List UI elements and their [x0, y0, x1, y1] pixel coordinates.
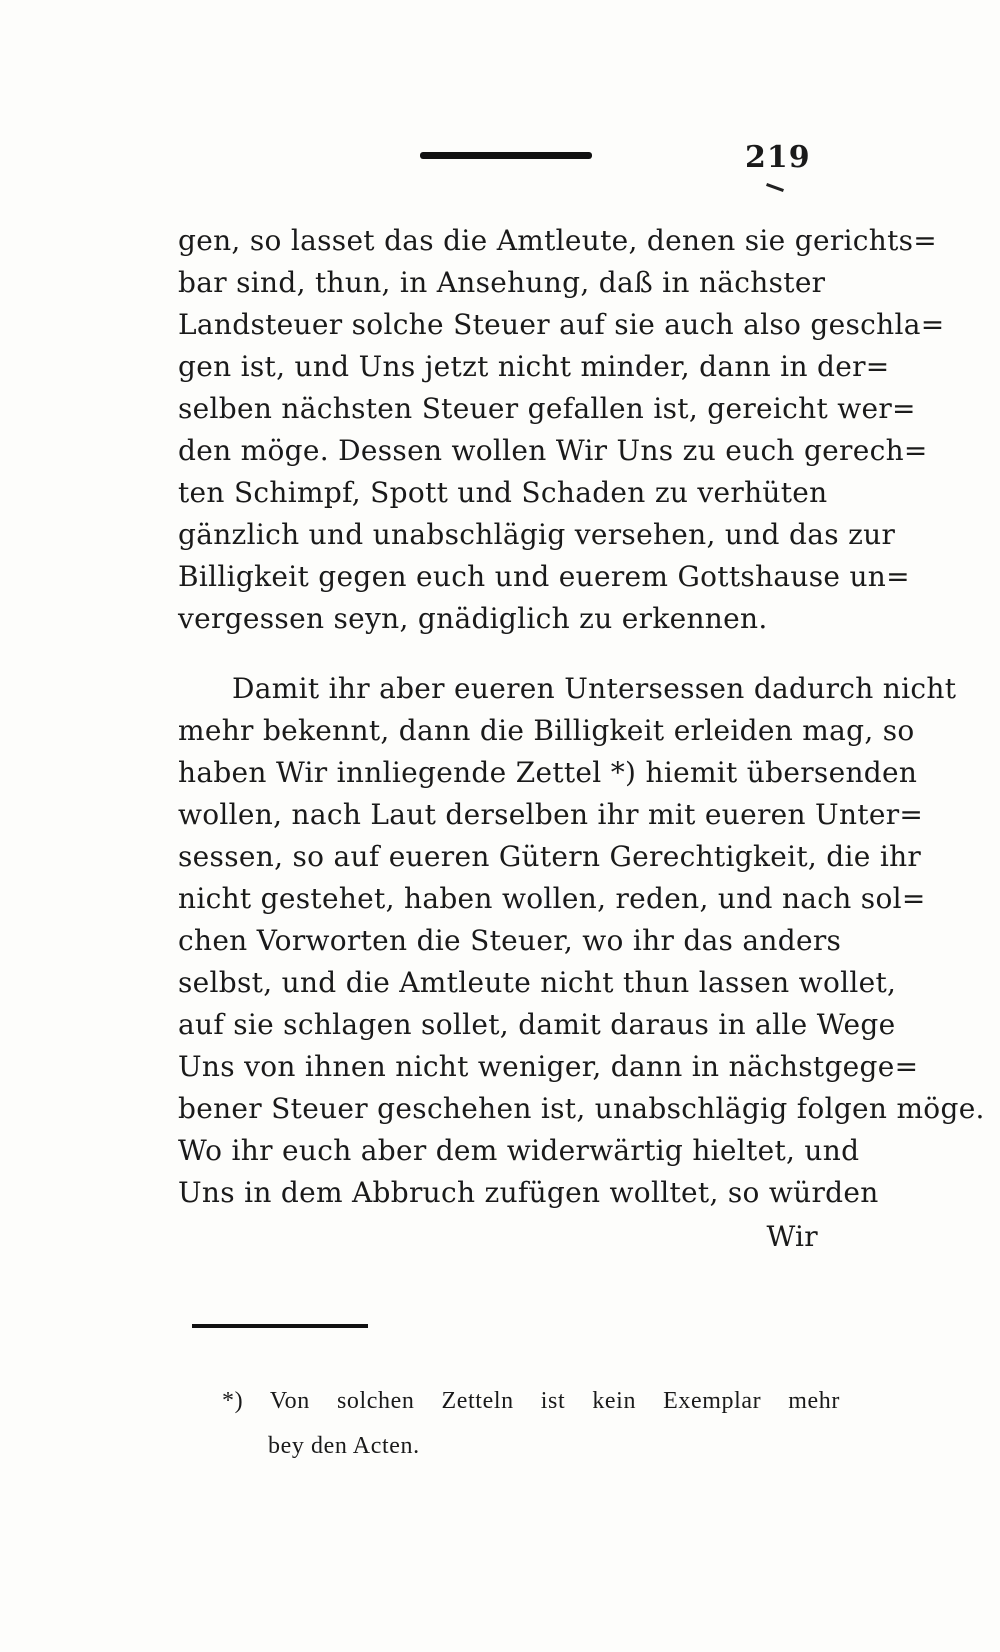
text-line: nicht gestehet, haben wollen, reden, und nach sol=	[178, 882, 926, 915]
text-line: den möge. Dessen wollen Wir Uns zu euch gerech=	[178, 434, 928, 467]
text-line: sessen, so auf eueren Gütern Gerechtigkeit, die ihr	[178, 840, 922, 873]
page-number: 219	[745, 140, 811, 175]
footnote-line: *) Von solchen Zetteln ist kein Exemplar mehr	[222, 1388, 840, 1414]
text-line: selben nächsten Steuer gefallen ist, gereicht wer=	[178, 392, 916, 425]
text-line: ten Schimpf, Spott und Schaden zu verhüten	[178, 476, 828, 509]
footnote-line: bey den Acten.	[268, 1433, 420, 1459]
text-line: Uns von ihnen nicht weniger, dann in nächstgege=	[178, 1050, 919, 1083]
text-line: chen Vorworten die Steuer, wo ihr das anders	[178, 924, 842, 957]
text-line: gänzlich und unabschlägig versehen, und das zur	[178, 518, 896, 551]
text-line: selbst, und die Amtleute nicht thun lassen wollet,	[178, 966, 897, 999]
text-line: auf sie schlagen sollet, damit daraus in alle Wege	[178, 1008, 896, 1041]
text-line: Billigkeit gegen euch und euerem Gottshause un=	[178, 560, 910, 593]
text-line: gen ist, und Uns jetzt nicht minder, dann in der=	[178, 350, 890, 383]
text-line: gen, so lasset das die Amtleute, denen sie gerichts=	[178, 224, 938, 257]
text-line: wollen, nach Laut derselben ihr mit eueren Unter=	[178, 798, 924, 831]
footnote-rule	[192, 1324, 368, 1328]
text-line: mehr bekennt, dann die Billigkeit erleiden mag, so	[178, 714, 915, 747]
text-line: bener Steuer geschehen ist, unabschlägig folgen möge.	[178, 1092, 985, 1125]
text-line: Damit ihr aber eueren Untersessen dadurch nicht	[232, 672, 957, 705]
text-line: Landsteuer solche Steuer auf sie auch also geschla=	[178, 308, 945, 341]
page-number-mark	[766, 183, 784, 192]
text-line: vergessen seyn, gnädiglich zu erkennen.	[178, 602, 768, 635]
catchword: Wir	[766, 1220, 818, 1253]
header-rule	[420, 152, 592, 159]
text-line: bar sind, thun, in Ansehung, daß in nächster	[178, 266, 826, 299]
text-line: haben Wir innliegende Zettel *) hiemit übersenden	[178, 756, 918, 789]
text-line: Uns in dem Abbruch zufügen wolltet, so würden	[178, 1176, 879, 1209]
text-line: Wo ihr euch aber dem widerwärtig hieltet, und	[178, 1134, 860, 1167]
